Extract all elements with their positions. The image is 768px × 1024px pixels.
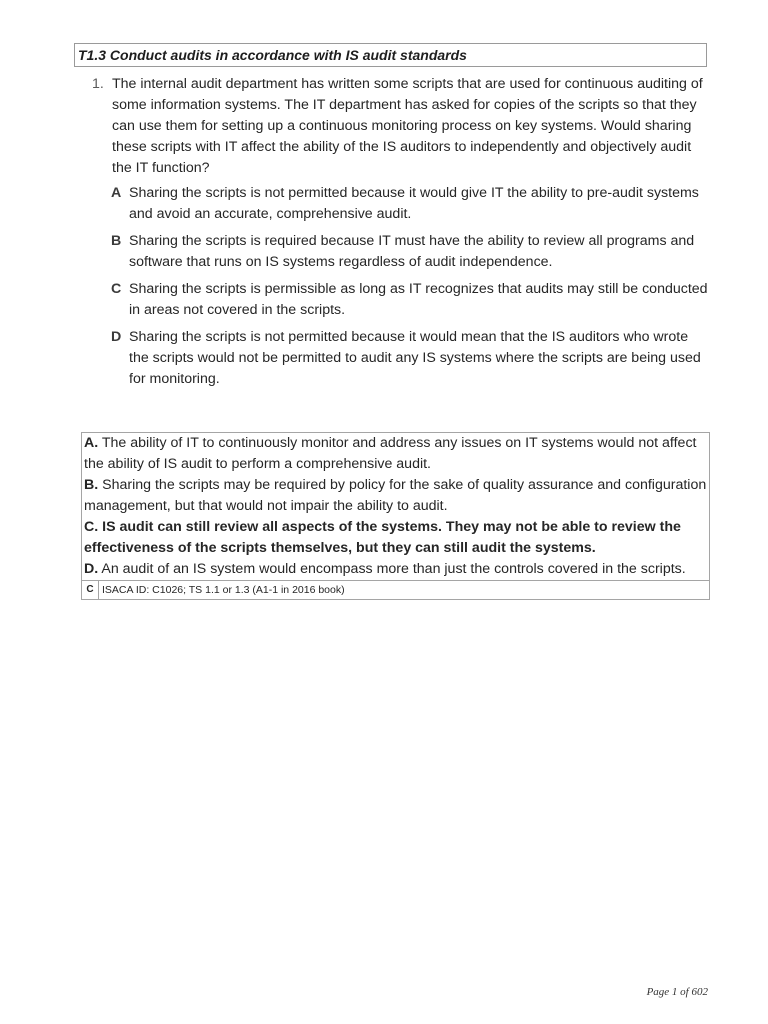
explanation-a xyxy=(84,433,709,475)
explanations-row xyxy=(82,433,710,581)
answer-key: C xyxy=(82,581,99,600)
explanation-label: A. xyxy=(84,435,99,451)
explanation-d xyxy=(84,559,709,580)
option-letter: A xyxy=(111,185,122,201)
answer-options xyxy=(111,183,710,390)
page-number: Page 1 of 602 xyxy=(646,986,708,998)
explanations-cell xyxy=(82,433,710,581)
explanation-label: B. xyxy=(84,477,99,493)
option-text: Sharing the scripts is not permitted because it would mean that the IS auditors who wrote the scripts would not be permitted to audit any IS systems where the scripts are being used for monitoring. xyxy=(129,329,701,387)
explanation-text: IS audit can still review all aspects of the systems. They may not be able to review the effectiveness of the scripts themselves, but they can still audit the systems. xyxy=(84,519,681,556)
explanation-text: The ability of IT to continuously monitor and address any issues on IT systems would not affect the ability of IS audit to perform a comprehensive audit. xyxy=(84,435,697,472)
explanation-label: D. xyxy=(84,561,99,577)
option-letter: C xyxy=(111,281,122,297)
question-block xyxy=(90,74,710,396)
explanation-c xyxy=(84,517,709,559)
explanation-text: Sharing the scripts may be required by policy for the sake of quality assurance and configuration management, but that would not impair the ability to audit. xyxy=(84,477,707,514)
option-letter: D xyxy=(111,329,122,345)
option-c xyxy=(111,279,710,321)
explanation-b xyxy=(84,475,709,517)
option-a xyxy=(111,183,710,225)
option-letter: B xyxy=(111,233,122,249)
option-text: Sharing the scripts is required because IT must have the ability to review all programs and software that runs on IS systems regardless of audit independence. xyxy=(129,233,695,270)
option-text: Sharing the scripts is permissible as long as IT recognizes that audits may still be conducted in areas not covered in the scripts. xyxy=(129,281,708,318)
answer-row xyxy=(82,581,710,600)
section-title: T1.3 Conduct audits in accordance with IS audit standards xyxy=(74,43,707,67)
answer-reference: ISACA ID: C1026; TS 1.1 or 1.3 (A1-1 in 2016 book) xyxy=(99,581,710,600)
option-text: Sharing the scripts is not permitted because it would give IT the ability to pre-audit systems and avoid an accurate, comprehensive audit. xyxy=(129,185,699,222)
option-d xyxy=(111,327,710,390)
explanation-text: An audit of an IS system would encompass more than just the controls covered in the scripts. xyxy=(101,561,686,577)
option-b xyxy=(111,231,710,273)
answer-table xyxy=(81,432,710,600)
question-text: The internal audit department has written some scripts that are used for continuous auditing of some information systems. The IT department has asked for copies of the scripts so that they can use them for setting up a continuous monitoring process on key systems. Would sharing these scripts with IT affect the ability of the IS auditors to independently and objectively audit the IT function? xyxy=(112,76,703,176)
question-number: 1. xyxy=(92,76,104,92)
explanation-label: C. xyxy=(84,519,99,535)
